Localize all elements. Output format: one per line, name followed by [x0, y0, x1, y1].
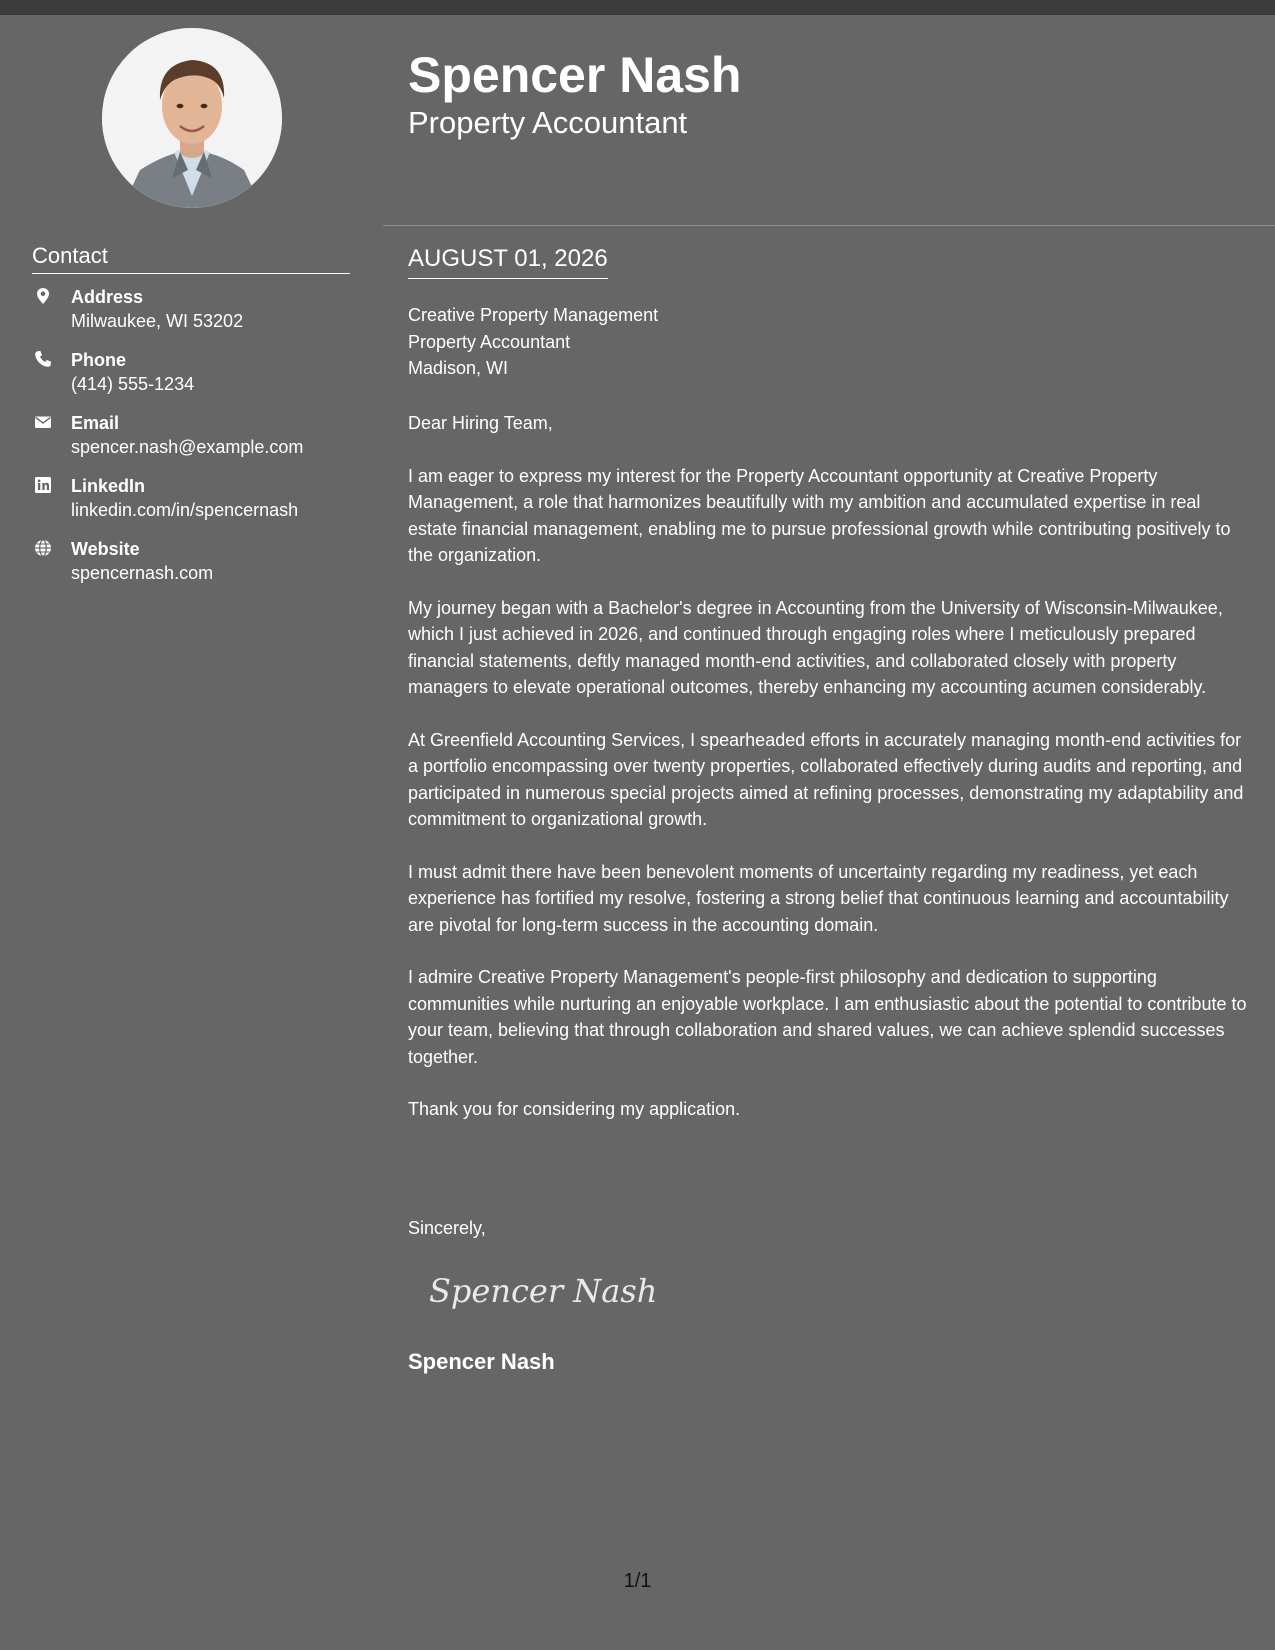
recipient-position: Property Accountant [408, 331, 571, 352]
contact-value: spencernash.com [71, 563, 214, 583]
cover-letter-page [0, 15, 1275, 1650]
contact-item-email [32, 411, 362, 474]
contact-heading: Contact [32, 241, 350, 274]
globe-icon [34, 539, 52, 557]
contact-label: Phone [71, 350, 127, 370]
paragraph: At Greenfield Accounting Services, I spearheaded efforts in accurately managing month-end activities for a portfolio encompassing over twenty properties, collaborated effectively during audits and reporting, and participated in numerous special projects aimed at refining processes, demonstrating my adaptability and commitment to organizational growth. [408, 729, 1244, 829]
contact-label: Email [71, 413, 120, 433]
signature-text: Spencer Nash [429, 1272, 658, 1310]
signature-image [425, 1260, 665, 1320]
window-top-bar [0, 0, 1275, 15]
header-divider [383, 225, 1275, 226]
contact-value: linkedin.com/in/spencernash [71, 500, 299, 520]
thanks-line: Thank you for considering my application. [408, 1099, 741, 1119]
contact-item-phone [32, 348, 362, 411]
closing: Sincerely, [408, 1218, 486, 1238]
recipient-block [408, 302, 658, 382]
contact-value: Milwaukee, WI 53202 [71, 311, 244, 331]
letter-body [408, 410, 1253, 1149]
greeting: Dear Hiring Team, [408, 413, 553, 433]
contact-item-linkedin [32, 474, 362, 537]
recipient-location: Madison, WI [408, 358, 509, 378]
applicant-role: Property Accountant [408, 105, 688, 140]
contact-label: Address [71, 287, 144, 307]
signer-name: Spencer Nash [408, 1349, 555, 1374]
paragraph: I must admit there have been benevolent moments of uncertainty regarding my readiness, yet each experience has fortified my resolve, fostering a strong belief that continuous learning and accountability are pivotal for long-term success in the accounting domain. [408, 861, 1229, 935]
letter-date: AUGUST 01, 2026 [408, 243, 608, 279]
applicant-name: Spencer Nash [408, 47, 742, 103]
paragraph: My journey began with a Bachelor's degree in Accounting from the University of Wisconsin-Milwaukee, which I just achieved in 2026, and continued through engaging roles where I meticulously prepared financial statements, deftly managed month-end activities, and collaborated closely with property managers to elevate operational outcomes, thereby enhancing my accounting acumen considerably. [408, 597, 1223, 697]
page-number: 1/1 [623, 1570, 652, 1592]
avatar [102, 28, 282, 208]
contact-value: spencer.nash@example.com [71, 437, 304, 457]
linkedin-icon [34, 476, 52, 494]
sidebar [0, 15, 383, 1650]
contact-value: (414) 555-1234 [71, 374, 195, 394]
phone-icon [34, 350, 52, 368]
contact-list [32, 285, 362, 600]
contact-label: Website [71, 539, 140, 559]
contact-label: LinkedIn [71, 476, 146, 496]
envelope-icon [34, 413, 52, 431]
recipient-company: Creative Property Management [408, 305, 659, 325]
contact-item-address [32, 285, 362, 348]
map-pin-icon [34, 287, 52, 305]
paragraph: I admire Creative Property Management's people-first philosophy and dedication to supporting communities while nurturing an enjoyable workplace. I am enthusiastic about the potential to contribute to your team, believing that through collaboration and shared values, we can achieve splendid successes together. [408, 967, 1247, 1067]
contact-item-website [32, 537, 362, 600]
profile-photo [102, 28, 282, 208]
paragraph: I am eager to express my interest for the Property Accountant opportunity at Creative Property Management, a role that harmonizes beautifully with my ambition and accumulated expertise in real estate financial management, enabling me to pursue professional growth while contributing positively to the organization. [408, 465, 1231, 565]
